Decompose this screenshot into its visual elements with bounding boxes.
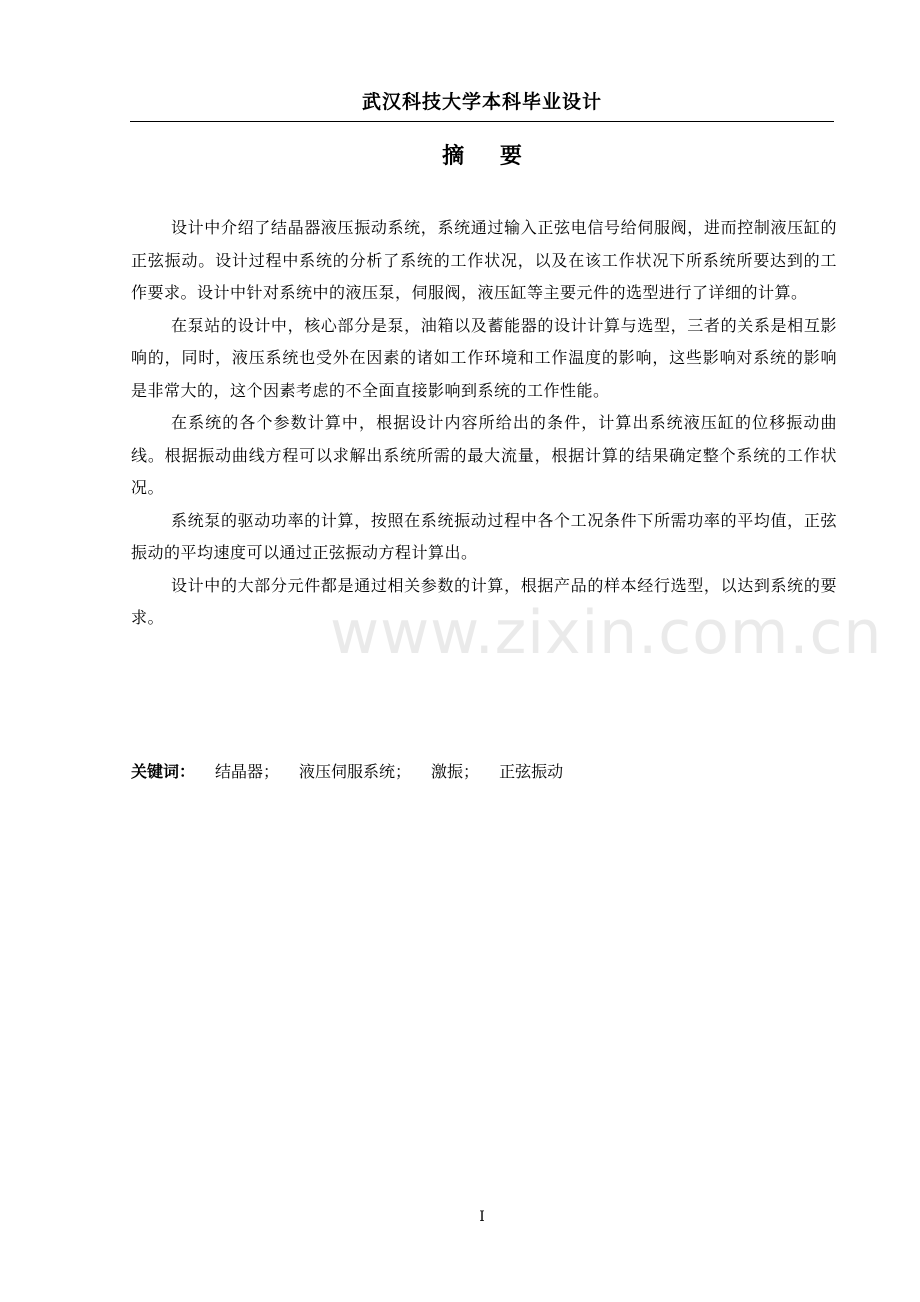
keywords-label: 关键词： [131,762,196,781]
header-rule [130,121,834,122]
abstract-body [131,212,837,635]
abstract-paragraph-1: 设计中介绍了结晶器液压振动系统，系统通过输入正弦电信号给伺服阀，进而控制液压缸的正弦振动。设计过程中系统的分析了系统的工作状况，以及在该工作状况下所系统所要达到的工作要求。设计中针对系统中的液压泵，伺服阀，液压缸等主要元件的选型进行了详细的计算。 [131,218,837,302]
page-number: I [479,1209,485,1225]
keyword-item: 液压伺服系统； [299,762,412,781]
abstract-title: 摘 要 [442,144,536,169]
keyword-item: 结晶器； [215,762,280,781]
abstract-paragraph-2: 在泵站的设计中，核心部分是泵，油箱以及蓄能器的设计计算与选型，三者的关系是相互影响的，同时，液压系统也受外在因素的诸如工作环境和工作温度的影响，这些影响对系统的影响是非常大的，这个因素考虑的不全面直接影响到系统的工作性能。 [131,315,837,400]
abstract-paragraph-5: 设计中的大部分元件都是通过相关参数的计算，根据产品的样本经行选型，以达到系统的要求。 [131,575,837,627]
abstract-paragraph-4: 系统泵的驱动功率的计算，按照在系统振动过程中各个工况条件下所需功率的平均值，正弦振动的平均速度可以通过正弦振动方程计算出。 [131,510,837,562]
watermark: www.zixin.com.cn [330,598,883,668]
abstract-paragraph-3: 在系统的各个参数计算中，根据设计内容所给出的条件，计算出系统液压缸的位移振动曲线。根据振动曲线方程可以求解出系统所需的最大流量，根据计算的结果确定整个系统的工作状况。 [131,413,837,497]
keywords-line [131,756,837,788]
keyword-item: 激振； [431,762,480,781]
running-header: 武汉科技大学本科毕业设计 [361,91,602,113]
keyword-item: 正弦振动 [499,762,564,781]
